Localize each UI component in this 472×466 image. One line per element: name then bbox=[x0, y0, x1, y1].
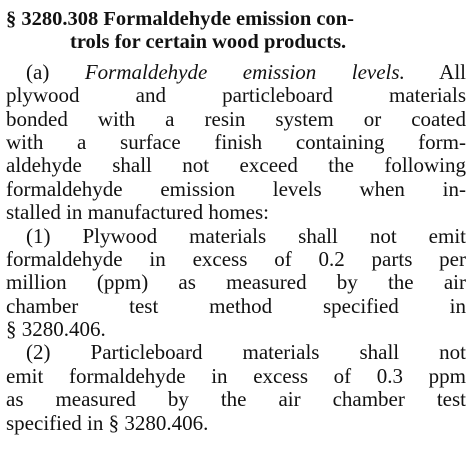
paragraph-line: as measured by the air chamber test bbox=[6, 387, 466, 412]
paragraph-1 bbox=[6, 225, 466, 342]
paragraph-line: aldehyde shall not exceed the following bbox=[6, 153, 466, 178]
heading-line: trols for certain wood products. bbox=[70, 31, 347, 54]
paragraph-line: plywood and particleboard materials bbox=[6, 83, 466, 108]
section-heading bbox=[6, 8, 466, 55]
paragraph-line: formaldehyde emission levels when in- bbox=[6, 176, 466, 201]
paragraph-line: chamber test method specified in bbox=[6, 293, 466, 318]
paragraph-line: with a surface finish containing form- bbox=[6, 129, 466, 154]
paragraph-line: bonded with a resin system or coated bbox=[6, 106, 466, 131]
regulation-page bbox=[6, 8, 466, 435]
paragraph-line: million (ppm) as measured by the air bbox=[6, 270, 466, 295]
paragraph-line: specified in § 3280.406. bbox=[6, 410, 209, 435]
heading-line: § 3280.308 Formaldehyde emission con- bbox=[6, 8, 354, 30]
paragraph-a-first-line-rest: All bbox=[404, 59, 466, 84]
paragraph-line: stalled in manufactured homes: bbox=[6, 200, 270, 225]
paragraph-2 bbox=[6, 341, 466, 435]
paragraph-a bbox=[6, 61, 466, 225]
paragraph-line: emit formaldehyde in excess of 0.3 ppm bbox=[6, 363, 466, 388]
paragraph-a-first-line bbox=[6, 61, 466, 84]
paragraph-line: formaldehyde in excess of 0.2 parts per bbox=[6, 246, 466, 271]
paragraph-a-label: (a) bbox=[26, 59, 85, 84]
paragraph-line: (1) Plywood materials shall not emit bbox=[26, 223, 466, 248]
paragraph-line: § 3280.406. bbox=[6, 317, 106, 342]
paragraph-a-title: Formaldehyde emission levels. bbox=[84, 59, 405, 84]
paragraph-line: (2) Particleboard materials shall not bbox=[26, 340, 466, 365]
